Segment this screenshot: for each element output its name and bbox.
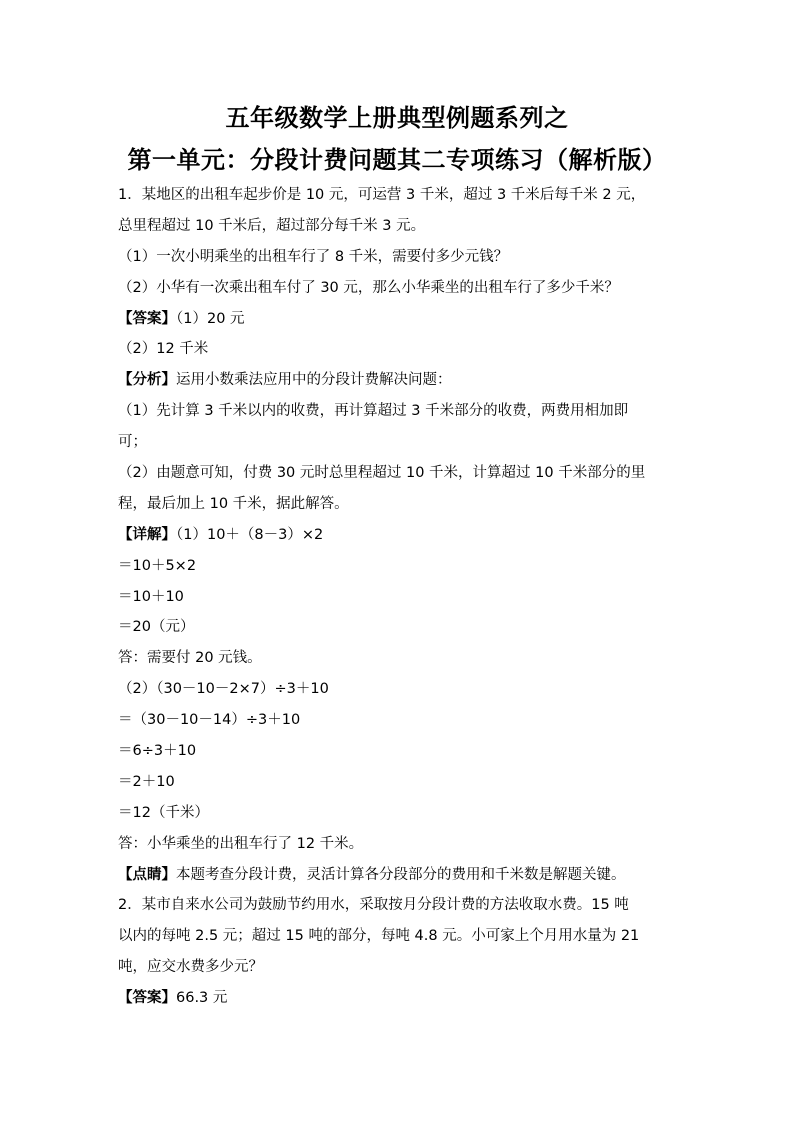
line-text: ＝（30－10－14）÷3＋10 bbox=[118, 712, 301, 729]
text-line bbox=[118, 582, 683, 613]
document-title: 五年级数学上册典型例题系列之 bbox=[225, 104, 569, 132]
text-line bbox=[118, 890, 683, 921]
line-text: 66.3 元 bbox=[176, 990, 228, 1007]
line-text: 吨，应交水费多少元？ bbox=[118, 959, 263, 976]
text-line bbox=[118, 427, 683, 458]
text-line bbox=[118, 458, 683, 489]
line-text: （1）10＋（8－3）×2 bbox=[176, 526, 324, 543]
text-line bbox=[118, 767, 683, 798]
text-line bbox=[118, 736, 683, 767]
text-line bbox=[118, 674, 683, 705]
line-text: 1．某地区的出租车起步价是 10 元，可运营 3 千米，超过 3 千米后每千米 2 元， bbox=[118, 187, 646, 203]
section-tag: 【分析】 bbox=[118, 372, 176, 389]
line-text: ＝12（千米） bbox=[118, 804, 209, 821]
line-text: 运用小数乘法应用中的分段计费解决问题： bbox=[176, 372, 452, 389]
text-line bbox=[118, 211, 683, 242]
text-line bbox=[118, 242, 683, 273]
text-line bbox=[118, 489, 683, 520]
line-text: 总里程超过 10 千米后，超过部分每千米 3 元。 bbox=[118, 217, 426, 234]
line-text: 答：小华乘坐的出租车行了 12 千米。 bbox=[118, 835, 364, 852]
section-tag: 【答案】 bbox=[118, 310, 176, 327]
text-line bbox=[118, 304, 683, 335]
line-text: 以内的每吨 2.5 元；超过 15 吨的部分，每吨 4.8 元。小可家上个月用水量为 21 bbox=[118, 928, 640, 945]
text-line bbox=[118, 921, 683, 952]
text-line bbox=[118, 798, 683, 829]
line-text: ＝2＋10 bbox=[118, 773, 175, 790]
section-tag: 【答案】 bbox=[118, 990, 176, 1007]
document-subtitle: 第一单元：分段计费问题其二专项练习（解析版） bbox=[127, 146, 667, 174]
text-line bbox=[118, 952, 683, 983]
section-tag: 【详解】 bbox=[118, 526, 176, 543]
line-text: （1）先计算 3 千米以内的收费，再计算超过 3 千米部分的收费，两费用相加即 bbox=[118, 403, 629, 420]
text-line bbox=[118, 520, 683, 551]
line-text: 2．某市自来水公司为鼓励节约用水，采取按月分段计费的方法收取水费。15 吨 bbox=[118, 897, 629, 914]
text-line bbox=[118, 705, 683, 736]
document-body bbox=[118, 180, 683, 1014]
line-text: 程，最后加上 10 千米，据此解答。 bbox=[118, 495, 349, 512]
line-text: 本题考查分段计费，灵活计算各分段部分的费用和千米数是解题关键。 bbox=[176, 866, 626, 883]
line-text: （2）小华有一次乘出租车付了 30 元，那么小华乘坐的出租车行了多少千米？ bbox=[118, 279, 619, 296]
text-line bbox=[118, 334, 683, 365]
text-line bbox=[118, 365, 683, 396]
line-text: （1）一次小明乘坐的出租车行了 8 千米，需要付多少元钱？ bbox=[118, 248, 509, 265]
line-text: 答：需要付 20 元钱。 bbox=[118, 650, 262, 667]
text-line bbox=[118, 612, 683, 643]
text-line bbox=[118, 180, 683, 211]
line-text: 可； bbox=[118, 434, 147, 451]
section-tag: 【点睛】 bbox=[118, 866, 176, 883]
text-line bbox=[118, 551, 683, 582]
line-text: ＝20（元） bbox=[118, 619, 195, 636]
text-line bbox=[118, 643, 683, 674]
text-line bbox=[118, 983, 683, 1014]
text-line bbox=[118, 860, 683, 891]
text-line bbox=[118, 829, 683, 860]
line-text: ＝10＋5×2 bbox=[118, 557, 197, 574]
line-text: ＝10＋10 bbox=[118, 588, 184, 605]
line-text: ＝6÷3＋10 bbox=[118, 743, 197, 760]
line-text: （1）20 元 bbox=[176, 310, 245, 327]
text-line bbox=[118, 273, 683, 304]
line-text: （2）（30－10－2×7）÷3＋10 bbox=[118, 681, 329, 698]
line-text: （2）由题意可知，付费 30 元时总里程超过 10 千米，计算超过 10 千米部分的里 bbox=[118, 465, 646, 482]
text-line bbox=[118, 396, 683, 427]
line-text: （2）12 千米 bbox=[118, 341, 209, 358]
